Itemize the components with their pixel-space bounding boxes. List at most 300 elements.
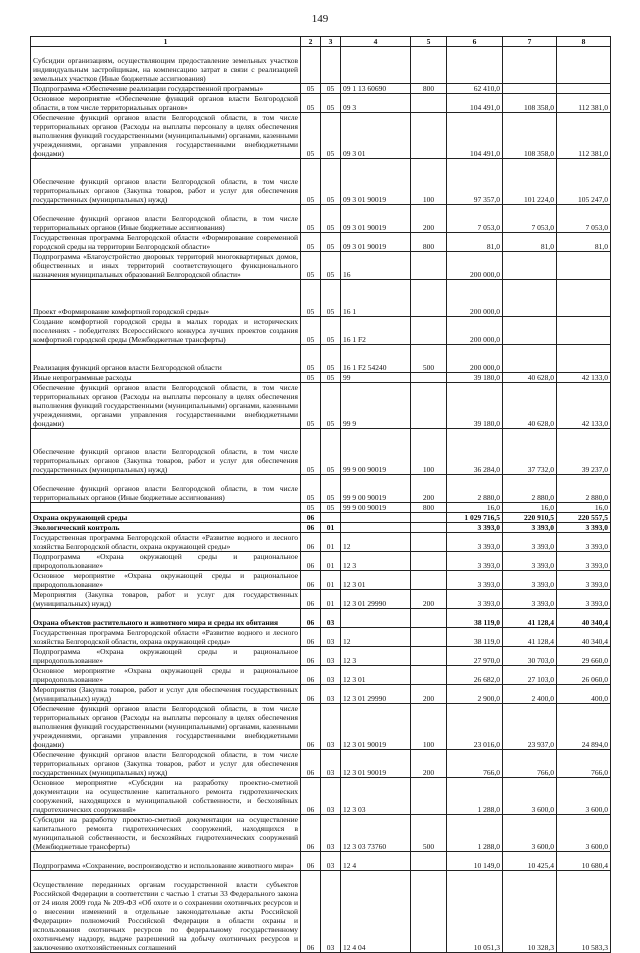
row-target-article: 12 4 04 xyxy=(341,871,411,953)
table-row xyxy=(31,383,611,429)
row-section: 05 xyxy=(301,383,321,429)
row-sum-year-1: 26 682,0 xyxy=(447,666,503,685)
row-name: Охрана окружающей среды xyxy=(31,513,301,523)
row-sum-year-1: 62 410,0 xyxy=(447,84,503,94)
row-target-article xyxy=(341,47,411,84)
row-sum-year-2 xyxy=(503,317,557,345)
row-sum-year-2: 108 358,0 xyxy=(503,94,557,113)
table-row xyxy=(31,113,611,159)
row-expense-type xyxy=(411,280,447,317)
row-sum-year-2: 2 400,0 xyxy=(503,685,557,704)
row-subsection: 05 xyxy=(321,383,341,429)
row-sum-year-3: 2 880,0 xyxy=(557,475,611,503)
row-target-article: 16 1 xyxy=(341,280,411,317)
row-subsection: 03 xyxy=(321,750,341,778)
row-expense-type xyxy=(411,628,447,647)
row-target-article xyxy=(341,609,411,628)
row-sum-year-1: 27 970,0 xyxy=(447,647,503,666)
row-name: Обеспечение функций органов власти Белгородской области, в том числе территориальных органов (Расходы на выплаты персоналу в целях обеспечения выполнения функций государственными (муниципальными) органами, казенными учреждениями, органами управления государственными внебюджетными фондами) xyxy=(31,383,301,429)
row-sum-year-3: 400,0 xyxy=(557,685,611,704)
row-sum-year-2: 3 600,0 xyxy=(503,778,557,815)
row-target-article: 09 3 01 xyxy=(341,113,411,159)
table-row xyxy=(31,552,611,571)
row-target-article xyxy=(341,513,411,523)
row-sum-year-3: 81,0 xyxy=(557,233,611,252)
row-target-article: 12 3 01 xyxy=(341,571,411,590)
row-section: 06 xyxy=(301,533,321,552)
row-target-article: 12 4 xyxy=(341,852,411,871)
row-sum-year-2: 41 128,4 xyxy=(503,609,557,628)
row-subsection: 01 xyxy=(321,571,341,590)
row-subsection: 05 xyxy=(321,429,341,475)
row-section: 06 xyxy=(301,628,321,647)
row-section: 06 xyxy=(301,552,321,571)
row-name: Проект «Формирование комфортной городской среды» xyxy=(31,280,301,317)
row-name: Иные непрограммные расходы xyxy=(31,373,301,383)
row-sum-year-1: 3 393,0 xyxy=(447,523,503,533)
row-sum-year-3: 42 133,0 xyxy=(557,373,611,383)
row-expense-type: 200 xyxy=(411,590,447,609)
row-section: 05 xyxy=(301,429,321,475)
row-sum-year-1: 200 000,0 xyxy=(447,317,503,345)
row-expense-type xyxy=(411,47,447,84)
row-target-article: 12 3 01 xyxy=(341,666,411,685)
row-sum-year-1: 7 053,0 xyxy=(447,205,503,233)
row-name xyxy=(31,503,301,513)
row-section: 05 xyxy=(301,159,321,205)
row-sum-year-3: 3 393,0 xyxy=(557,523,611,533)
row-target-article: 12 3 03 xyxy=(341,778,411,815)
row-name: Подпрограмма «Благоустройство дворовых территорий многоквартирных домов, общественных и иных территорий соответствующего функционального назначения муниципальных образований Белгородской области» xyxy=(31,252,301,280)
row-expense-type xyxy=(411,533,447,552)
row-sum-year-1: 200 000,0 xyxy=(447,252,503,280)
row-expense-type: 800 xyxy=(411,84,447,94)
row-section: 05 xyxy=(301,345,321,373)
row-section: 06 xyxy=(301,778,321,815)
row-target-article: 99 9 xyxy=(341,383,411,429)
row-subsection: 03 xyxy=(321,685,341,704)
row-expense-type xyxy=(411,571,447,590)
row-sum-year-1: 10 051,3 xyxy=(447,871,503,953)
row-sum-year-2: 220 910,5 xyxy=(503,513,557,523)
row-sum-year-1: 81,0 xyxy=(447,233,503,252)
table-row xyxy=(31,778,611,815)
row-expense-type xyxy=(411,778,447,815)
row-target-article: 16 1 F2 54240 xyxy=(341,345,411,373)
row-target-article: 99 9 00 90019 xyxy=(341,503,411,513)
row-subsection: 05 xyxy=(321,233,341,252)
row-subsection xyxy=(321,47,341,84)
row-name: Государственная программа Белгородской области «Развитие водного и лесного хозяйства Белгородской области, охрана окружающей среды» xyxy=(31,533,301,552)
row-name: Подпрограмма «Обеспечение реализации государственной программы» xyxy=(31,84,301,94)
row-target-article: 99 xyxy=(341,373,411,383)
row-target-article: 12 3 03 73760 xyxy=(341,815,411,852)
row-sum-year-2: 3 393,0 xyxy=(503,571,557,590)
row-target-article: 09 3 01 90019 xyxy=(341,205,411,233)
row-target-article: 99 9 00 90019 xyxy=(341,475,411,503)
row-name: Обеспечение функций органов власти Белгородской области, в том числе территориальных органов (Расходы на выплаты персоналу в целях обеспечения выполнения функций государственными (муниципальными) органами, казенными учреждениями, органами управления государственными внебюджетными фондами) xyxy=(31,704,301,750)
row-name: Государственная программа Белгородской области «Развитие водного и лесного хозяйства Белгородской области, охрана окружающей среды» xyxy=(31,628,301,647)
row-section: 06 xyxy=(301,647,321,666)
table-row xyxy=(31,815,611,852)
row-sum-year-2 xyxy=(503,280,557,317)
row-target-article: 12 3 xyxy=(341,552,411,571)
row-section: 05 xyxy=(301,280,321,317)
row-sum-year-1: 104 491,0 xyxy=(447,113,503,159)
row-subsection: 05 xyxy=(321,373,341,383)
row-name: Обеспечение функций органов власти Белгородской области, в том числе территориальных органов (Закупка товаров, работ и услуг для обеспечения государственных (муниципальных) нужд) xyxy=(31,750,301,778)
row-sum-year-1: 16,0 xyxy=(447,503,503,513)
header-cell-sum-3: 8 xyxy=(557,37,611,47)
row-sum-year-1: 23 016,0 xyxy=(447,704,503,750)
row-sum-year-2: 37 732,0 xyxy=(503,429,557,475)
table-row xyxy=(31,523,611,533)
row-sum-year-3: 39 237,0 xyxy=(557,429,611,475)
row-name: Подпрограмма «Охрана окружающей среды и рациональное природопользование» xyxy=(31,552,301,571)
row-subsection: 03 xyxy=(321,609,341,628)
row-section: 06 xyxy=(301,609,321,628)
row-sum-year-2 xyxy=(503,252,557,280)
row-section: 06 xyxy=(301,815,321,852)
row-sum-year-3: 42 133,0 xyxy=(557,383,611,429)
row-sum-year-1: 2 880,0 xyxy=(447,475,503,503)
row-subsection: 05 xyxy=(321,84,341,94)
row-sum-year-3: 3 600,0 xyxy=(557,778,611,815)
row-name: Охрана объектов растительного и животного мира и среды их обитания xyxy=(31,609,301,628)
row-name: Основное мероприятие «Охрана окружающей среды и рациональное природопользование» xyxy=(31,571,301,590)
table-row xyxy=(31,252,611,280)
row-expense-type xyxy=(411,647,447,666)
header-cell-vr: 5 xyxy=(411,37,447,47)
table-row xyxy=(31,345,611,373)
row-name: Обеспечение функций органов власти Белгородской области, в том числе территориальных органов (Иные бюджетные ассигнования) xyxy=(31,205,301,233)
row-sum-year-1: 766,0 xyxy=(447,750,503,778)
table-row xyxy=(31,750,611,778)
row-expense-type: 500 xyxy=(411,815,447,852)
table-row xyxy=(31,47,611,84)
row-expense-type: 100 xyxy=(411,159,447,205)
header-cell-rz: 2 xyxy=(301,37,321,47)
row-sum-year-2: 3 393,0 xyxy=(503,533,557,552)
row-subsection: 05 xyxy=(321,113,341,159)
row-sum-year-3 xyxy=(557,84,611,94)
row-name: Мероприятия (Закупка товаров, работ и услуг для обеспечения государственных (муниципальных) нужд) xyxy=(31,685,301,704)
row-sum-year-2: 40 628,0 xyxy=(503,383,557,429)
row-sum-year-3 xyxy=(557,317,611,345)
row-section: 05 xyxy=(301,317,321,345)
row-name: Обеспечение функций органов власти Белгородской области, в том числе территориальных органов (Расходы на выплаты персоналу в целях обеспечения выполнения функций государственными (муниципальными) органами, казенными учреждениями, органами управления государственными внебюджетными фондами) xyxy=(31,113,301,159)
table-row xyxy=(31,704,611,750)
row-sum-year-2: 30 703,0 xyxy=(503,647,557,666)
row-sum-year-3: 220 557,5 xyxy=(557,513,611,523)
row-sum-year-2: 3 600,0 xyxy=(503,815,557,852)
row-sum-year-3: 766,0 xyxy=(557,750,611,778)
row-sum-year-2: 108 358,0 xyxy=(503,113,557,159)
row-expense-type xyxy=(411,252,447,280)
page-number: 149 xyxy=(311,13,329,25)
row-sum-year-3: 10 583,3 xyxy=(557,871,611,953)
row-expense-type xyxy=(411,666,447,685)
row-sum-year-3 xyxy=(557,345,611,373)
row-sum-year-3: 3 393,0 xyxy=(557,571,611,590)
row-sum-year-2: 3 393,0 xyxy=(503,552,557,571)
row-name: Субсидии на разработку проектно-сметной документации на осуществление капитального ремонта гидротехнических сооружений, находящихся в муниципальной собственности, и бесхозяйных гидротехнических сооружений (Межбюджетные трансферты) xyxy=(31,815,301,852)
row-section: 06 xyxy=(301,852,321,871)
table-row xyxy=(31,609,611,628)
row-subsection: 05 xyxy=(321,345,341,373)
row-sum-year-2: 16,0 xyxy=(503,503,557,513)
row-sum-year-1: 36 284,0 xyxy=(447,429,503,475)
row-section: 06 xyxy=(301,590,321,609)
row-sum-year-1: 97 357,0 xyxy=(447,159,503,205)
row-name: Обеспечение функций органов власти Белгородской области, в том числе территориальных органов (Закупка товаров, работ и услуг для обеспечения государственных (муниципальных) нужд) xyxy=(31,159,301,205)
row-sum-year-2 xyxy=(503,345,557,373)
row-target-article: 09 3 01 90019 xyxy=(341,233,411,252)
table-row xyxy=(31,590,611,609)
row-section: 06 xyxy=(301,571,321,590)
row-name: Подпрограмма «Сохранение, воспроизводство и использование животного мира» xyxy=(31,852,301,871)
row-subsection: 05 xyxy=(321,317,341,345)
row-target-article: 09 3 xyxy=(341,94,411,113)
row-sum-year-3: 105 247,0 xyxy=(557,159,611,205)
row-subsection: 03 xyxy=(321,871,341,953)
row-expense-type: 800 xyxy=(411,233,447,252)
row-sum-year-1: 1 029 716,5 xyxy=(447,513,503,523)
table-body xyxy=(31,47,611,953)
table-row xyxy=(31,628,611,647)
row-sum-year-3: 40 340,4 xyxy=(557,609,611,628)
row-sum-year-2: 41 128,4 xyxy=(503,628,557,647)
row-sum-year-1: 1 288,0 xyxy=(447,815,503,852)
header-cell-sum-2: 7 xyxy=(503,37,557,47)
table-row xyxy=(31,280,611,317)
row-section: 05 xyxy=(301,503,321,513)
row-name: Основное мероприятие «Охрана окружающей среды и рациональное природопользование» xyxy=(31,666,301,685)
header-row xyxy=(31,37,611,47)
row-sum-year-2: 2 880,0 xyxy=(503,475,557,503)
row-target-article: 12 3 01 90019 xyxy=(341,704,411,750)
row-expense-type: 200 xyxy=(411,205,447,233)
row-name: Осуществление переданных органам государственной власти субъектов Российской Федерации в соответствии с частью 1 статьи 33 Федерального закона от 24 июля 2009 года № 209-ФЗ «Об охоте и о сохранении охотничьих ресурсов и о внесении изменений в отдельные законодательные акты Российской Федерации» полномочий Российской Федерации в области охраны и использования охотничьих ресурсов по федеральному государственному охотничьему надзору, выдаче разрешений на добычу охотничьих ресурсов и заключению охотхозяйственных соглашений xyxy=(31,871,301,953)
row-section: 05 xyxy=(301,205,321,233)
row-expense-type xyxy=(411,317,447,345)
row-sum-year-2: 7 053,0 xyxy=(503,205,557,233)
header-cell-name: 1 xyxy=(31,37,301,47)
table-row xyxy=(31,533,611,552)
row-sum-year-1: 38 119,0 xyxy=(447,609,503,628)
row-sum-year-3: 3 393,0 xyxy=(557,533,611,552)
row-section: 06 xyxy=(301,704,321,750)
row-expense-type xyxy=(411,552,447,571)
row-sum-year-3 xyxy=(557,280,611,317)
table-row xyxy=(31,685,611,704)
row-sum-year-3: 112 381,0 xyxy=(557,113,611,159)
row-section: 05 xyxy=(301,233,321,252)
row-subsection: 05 xyxy=(321,475,341,503)
row-target-article: 09 3 01 90019 xyxy=(341,159,411,205)
row-section xyxy=(301,47,321,84)
table-row xyxy=(31,513,611,523)
row-sum-year-2: 3 393,0 xyxy=(503,590,557,609)
table-row xyxy=(31,475,611,503)
row-sum-year-3: 24 894,0 xyxy=(557,704,611,750)
row-sum-year-2: 101 224,0 xyxy=(503,159,557,205)
row-name: Создание комфортной городской среды в малых городах и исторических поселениях - победителях Всероссийского конкурса лучших проектов создания комфортной городской среды (Межбюджетные трансферты) xyxy=(31,317,301,345)
row-sum-year-1: 1 288,0 xyxy=(447,778,503,815)
row-sum-year-3: 3 393,0 xyxy=(557,590,611,609)
row-subsection: 01 xyxy=(321,590,341,609)
row-subsection: 01 xyxy=(321,533,341,552)
row-sum-year-1: 2 900,0 xyxy=(447,685,503,704)
row-target-article: 12 3 01 29990 xyxy=(341,685,411,704)
row-name: Мероприятия (Закупка товаров, работ и услуг для государственных (муниципальных) нужд) xyxy=(31,590,301,609)
header-cell-pr: 3 xyxy=(321,37,341,47)
row-sum-year-2: 3 393,0 xyxy=(503,523,557,533)
row-expense-type xyxy=(411,513,447,523)
row-section: 06 xyxy=(301,750,321,778)
row-name: Реализация функций органов власти Белгородской области xyxy=(31,345,301,373)
row-sum-year-1: 3 393,0 xyxy=(447,552,503,571)
row-sum-year-1: 104 491,0 xyxy=(447,94,503,113)
row-sum-year-2: 10 425,4 xyxy=(503,852,557,871)
row-sum-year-3: 26 060,0 xyxy=(557,666,611,685)
row-subsection: 03 xyxy=(321,778,341,815)
table-row xyxy=(31,205,611,233)
row-sum-year-2: 81,0 xyxy=(503,233,557,252)
row-subsection: 03 xyxy=(321,666,341,685)
row-subsection: 01 xyxy=(321,552,341,571)
row-sum-year-3: 7 053,0 xyxy=(557,205,611,233)
row-subsection: 05 xyxy=(321,205,341,233)
row-name: Подпрограмма «Охрана окружающей среды и рациональное природопользование» xyxy=(31,647,301,666)
row-target-article: 12 xyxy=(341,533,411,552)
row-section: 06 xyxy=(301,523,321,533)
row-sum-year-2: 10 328,3 xyxy=(503,871,557,953)
row-subsection: 03 xyxy=(321,815,341,852)
row-target-article: 99 9 00 90019 xyxy=(341,429,411,475)
row-subsection: 05 xyxy=(321,94,341,113)
header-cell-csr: 4 xyxy=(341,37,411,47)
row-sum-year-2: 766,0 xyxy=(503,750,557,778)
row-section: 05 xyxy=(301,84,321,94)
row-expense-type xyxy=(411,609,447,628)
row-sum-year-2: 23 937,0 xyxy=(503,704,557,750)
row-subsection: 05 xyxy=(321,252,341,280)
row-expense-type xyxy=(411,373,447,383)
row-expense-type xyxy=(411,94,447,113)
row-sum-year-1: 38 119,0 xyxy=(447,628,503,647)
row-sum-year-3 xyxy=(557,252,611,280)
row-subsection: 05 xyxy=(321,503,341,513)
row-name: Обеспечение функций органов власти Белгородской области, в том числе территориальных органов (Закупка товаров, работ и услуг для обеспечения государственных (муниципальных) нужд) xyxy=(31,429,301,475)
row-sum-year-2 xyxy=(503,84,557,94)
header-cell-sum-1: 6 xyxy=(447,37,503,47)
row-sum-year-3: 10 680,4 xyxy=(557,852,611,871)
row-sum-year-2: 40 628,0 xyxy=(503,373,557,383)
row-expense-type: 200 xyxy=(411,750,447,778)
row-subsection: 05 xyxy=(321,280,341,317)
row-section: 05 xyxy=(301,113,321,159)
table-row xyxy=(31,647,611,666)
row-target-article: 12 3 01 90019 xyxy=(341,750,411,778)
row-sum-year-3: 29 660,0 xyxy=(557,647,611,666)
row-name: Основное мероприятие «Субсидии на разработку проектно-сметной документации на осуществление капитального ремонта гидротехнических сооружений, находящихся в муниципальной собственности, и бесхозяйных гидротехнических сооружений» xyxy=(31,778,301,815)
row-expense-type: 200 xyxy=(411,475,447,503)
row-target-article: 16 1 F2 xyxy=(341,317,411,345)
row-section: 06 xyxy=(301,871,321,953)
row-subsection: 03 xyxy=(321,704,341,750)
row-sum-year-3: 40 340,4 xyxy=(557,628,611,647)
row-section: 05 xyxy=(301,252,321,280)
row-section: 06 xyxy=(301,685,321,704)
table-row xyxy=(31,666,611,685)
row-target-article: 16 xyxy=(341,252,411,280)
row-name: Обеспечение функций органов власти Белгородской области, в том числе территориальных органов (Иные бюджетные ассигнования) xyxy=(31,475,301,503)
row-section: 05 xyxy=(301,475,321,503)
row-target-article xyxy=(341,523,411,533)
row-expense-type: 100 xyxy=(411,429,447,475)
row-name: Экологический контроль xyxy=(31,523,301,533)
row-subsection: 05 xyxy=(321,159,341,205)
row-sum-year-1: 200 000,0 xyxy=(447,280,503,317)
row-target-article: 09 1 13 60690 xyxy=(341,84,411,94)
row-sum-year-1: 39 180,0 xyxy=(447,383,503,429)
row-sum-year-3: 3 393,0 xyxy=(557,552,611,571)
table-row xyxy=(31,94,611,113)
row-expense-type: 100 xyxy=(411,704,447,750)
row-sum-year-2: 27 103,0 xyxy=(503,666,557,685)
table-row xyxy=(31,429,611,475)
row-sum-year-3 xyxy=(557,47,611,84)
row-section: 06 xyxy=(301,666,321,685)
row-expense-type: 200 xyxy=(411,685,447,704)
row-expense-type xyxy=(411,871,447,953)
row-sum-year-3: 16,0 xyxy=(557,503,611,513)
table-row xyxy=(31,571,611,590)
table-row xyxy=(31,317,611,345)
table-row xyxy=(31,233,611,252)
table-row xyxy=(31,84,611,94)
row-name: Основное мероприятие «Обеспечение функций органов власти Белгородской области, в том числе территориальных органов» xyxy=(31,94,301,113)
row-sum-year-1: 200 000,0 xyxy=(447,345,503,373)
table-row xyxy=(31,852,611,871)
table-row xyxy=(31,503,611,513)
row-name: Государственная программа Белгородской области «Формирование современной городской среды на территории Белгородской области» xyxy=(31,233,301,252)
row-expense-type xyxy=(411,383,447,429)
row-target-article: 12 xyxy=(341,628,411,647)
row-expense-type: 500 xyxy=(411,345,447,373)
table-row xyxy=(31,373,611,383)
row-expense-type xyxy=(411,852,447,871)
row-target-article: 12 3 xyxy=(341,647,411,666)
table-row xyxy=(31,159,611,205)
row-subsection: 03 xyxy=(321,647,341,666)
row-sum-year-1: 3 393,0 xyxy=(447,571,503,590)
row-section: 05 xyxy=(301,94,321,113)
row-expense-type: 800 xyxy=(411,503,447,513)
row-sum-year-1: 3 393,0 xyxy=(447,533,503,552)
row-sum-year-1 xyxy=(447,47,503,84)
row-sum-year-3: 3 600,0 xyxy=(557,815,611,852)
table-row xyxy=(31,871,611,953)
row-expense-type xyxy=(411,523,447,533)
budget-table xyxy=(30,36,611,953)
row-sum-year-3: 112 381,0 xyxy=(557,94,611,113)
row-sum-year-1: 3 393,0 xyxy=(447,590,503,609)
row-subsection: 01 xyxy=(321,523,341,533)
row-target-article: 12 3 01 29990 xyxy=(341,590,411,609)
row-sum-year-1: 10 149,0 xyxy=(447,852,503,871)
